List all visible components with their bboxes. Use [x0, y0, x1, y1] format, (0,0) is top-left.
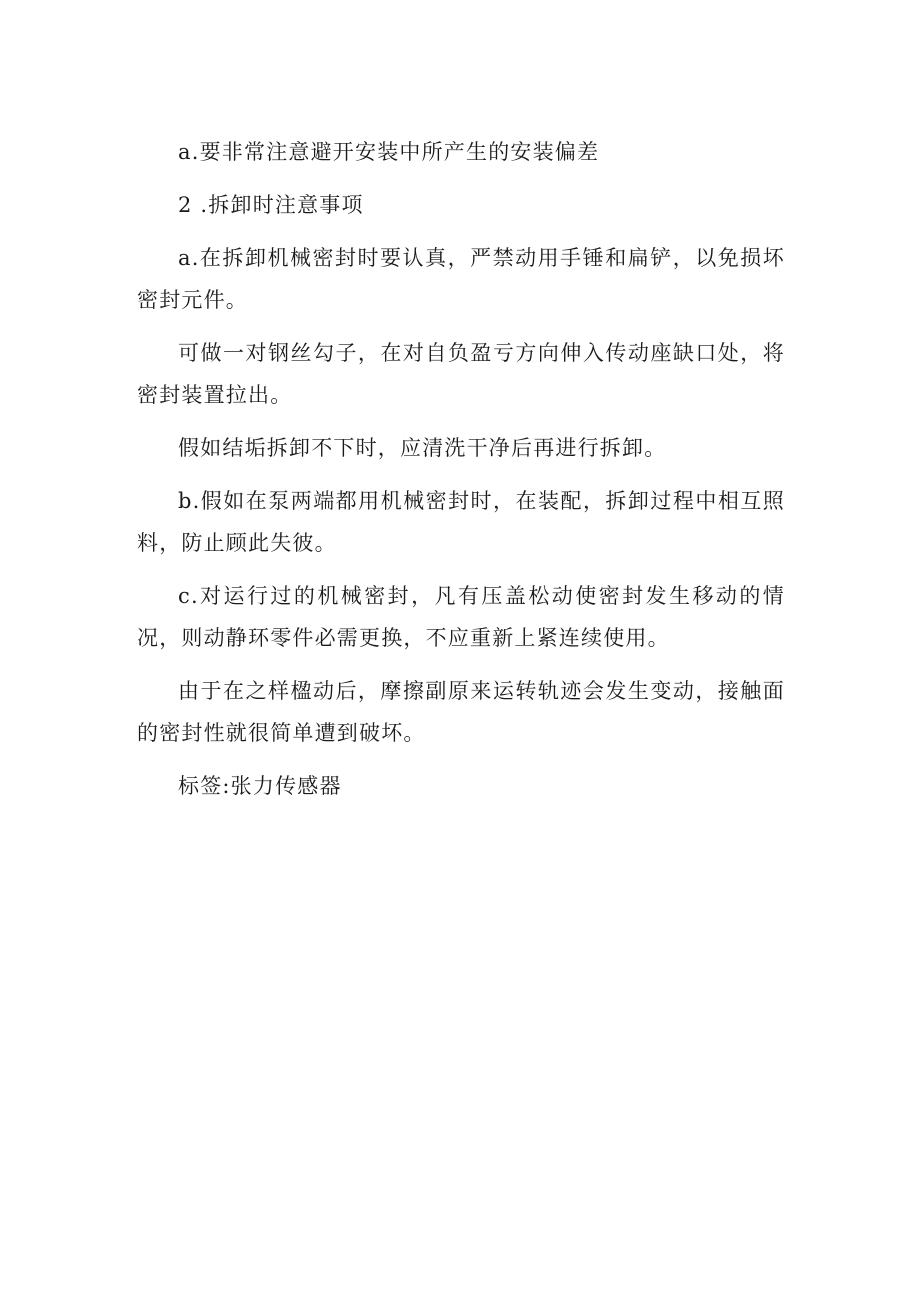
paragraph-wire-hooks: 可做一对钢丝勾子，在对自负盈亏方向伸入传动座缺口处，将密封装置拉出。 — [137, 341, 785, 407]
section-heading-disassembly: 2 .拆卸时注意事项 — [178, 193, 364, 217]
paragraph-careful-disassembly: a.在拆卸机械密封时要认真，严禁动用手锤和扁铲，以免损坏密封元件。 — [137, 246, 785, 312]
paragraph-both-ends: b.假如在泵两端都用机械密封时，在装配，拆卸过程中相互照料，防止顾此失彼。 — [137, 489, 785, 555]
paragraph-install-deviation: a.要非常注意避开安装中所产生的安装偏差 — [178, 140, 600, 164]
paragraph-replace-rings: c.对运行过的机械密封，凡有压盖松动使密封发生移动的情况，则动静环零件必需更换，不应重新上紧连续使用。 — [137, 584, 785, 650]
paragraph-friction-pair: 由于在之样楹动后，摩擦副原来运转轨迹会发生变动，接触面的密封性就很简单遭到破坏。 — [137, 679, 785, 745]
document-body — [137, 131, 785, 807]
paragraph-scale-cleaning: 假如结垢拆卸不下时，应清洗干净后再进行拆卸。 — [178, 436, 667, 460]
tags-line: 标签:张力传感器 — [178, 774, 342, 798]
